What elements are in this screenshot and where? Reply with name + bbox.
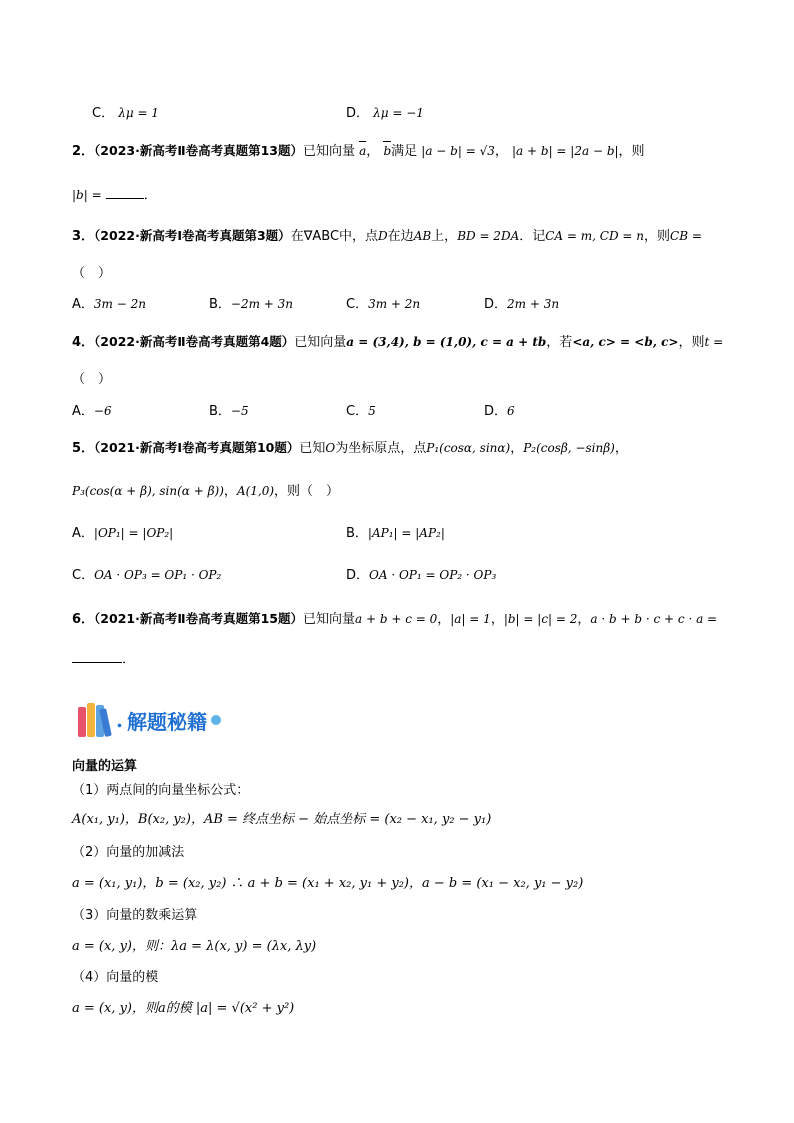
option-expr: 3m + 2n: [368, 297, 421, 311]
answer-prompt: CB =: [670, 229, 702, 243]
question-2: [72, 140, 794, 159]
q1-option-d[interactable]: [346, 102, 424, 121]
question-source: （2023·新高考Ⅱ卷高考真题第13题）: [94, 143, 303, 158]
segment-ab: AB: [413, 229, 432, 243]
item-4-title: [72, 966, 794, 985]
option-label: C．: [92, 106, 115, 121]
question-source: （2021·新高考Ⅰ卷高考真题第10题）: [94, 440, 300, 455]
option-label: B．: [346, 526, 368, 541]
section-title-text: 解题秘籍: [126, 709, 207, 734]
point-a: A(1,0): [236, 484, 275, 498]
q4-option-b[interactable]: [209, 400, 249, 419]
point-o: O: [325, 441, 336, 455]
separator: ，: [510, 441, 524, 456]
q5-option-d[interactable]: [346, 564, 496, 583]
question-stem: 已知向量: [302, 612, 355, 627]
item-2-body: [72, 872, 794, 891]
item-title: （4）向量的模: [72, 970, 159, 985]
question-source: （2022·新高考Ⅰ卷高考真题第3题）: [94, 228, 291, 243]
question-6: [72, 608, 794, 627]
vector-a: a: [359, 144, 367, 158]
question-6-answer: [72, 648, 794, 667]
question-5-cont: [72, 480, 794, 499]
condition-2: |a + b| = |2a − b|: [512, 144, 619, 158]
option-label: A．: [72, 526, 94, 541]
period: ．: [122, 652, 136, 667]
item-title: （3）向量的数乘运算: [72, 908, 198, 923]
question-number: 2．: [72, 144, 95, 159]
answer-blank[interactable]: [106, 188, 144, 199]
answer-prompt: a · b + b · c + c · a =: [590, 612, 718, 626]
question-3-paren: [72, 262, 794, 281]
question-source: （2022·新高考Ⅱ卷高考真题第4题）: [94, 334, 295, 349]
answer-paren: （ ）: [72, 266, 112, 281]
question-number: 3．: [72, 229, 95, 244]
question-number: 4．: [72, 335, 95, 350]
option-label: B．: [209, 404, 231, 419]
option-label: D．: [346, 106, 370, 121]
answer-paren: （ ）: [72, 372, 112, 387]
question-5: [72, 437, 794, 456]
question-4: [72, 331, 794, 350]
option-expr: 6: [507, 404, 515, 418]
option-expr: |OP₁| = |OP₂|: [93, 526, 174, 540]
option-expr: 5: [368, 404, 376, 418]
option-expr: −5: [230, 404, 249, 418]
separator: ，: [437, 612, 451, 627]
question-number: 6．: [72, 612, 95, 627]
option-label: D．: [484, 297, 508, 312]
item-body: a = (x₁, y₁)，b = (x₂, y₂) ∴ a + b = (x₁ + x₂, y₁ + y₂)，a − b = (x₁ − x₂, y₁ − y₂): [72, 876, 584, 891]
question-4-paren: [72, 368, 794, 387]
decorative-dot-icon: [211, 715, 221, 725]
option-expr: |AP₁| = |AP₂|: [367, 526, 445, 540]
point-p3: P₃(cos(α + β), sin(α + β)): [72, 484, 224, 498]
q3-option-d[interactable]: [484, 293, 559, 312]
q5-option-c[interactable]: [72, 564, 221, 583]
option-expr: λμ = 1: [118, 106, 159, 120]
question-stem: ，则: [618, 144, 645, 159]
question-stem: ，则: [644, 229, 671, 244]
question-stem: 满足: [391, 144, 418, 159]
condition-2: |a| = 1: [450, 612, 491, 626]
q5-option-a[interactable]: [72, 522, 173, 541]
heading-text: 向量的运算: [72, 759, 138, 774]
condition: a = (3,4), b = (1,0), c = a + tb: [346, 335, 547, 349]
option-label: B．: [209, 297, 231, 312]
answer-prompt: |b| =: [72, 188, 102, 202]
item-title: （2）向量的加减法: [72, 845, 185, 860]
question-stem: ，则（ ）: [274, 484, 340, 499]
separator: ，: [366, 144, 380, 159]
q1-option-c[interactable]: [92, 102, 159, 121]
q4-option-a[interactable]: [72, 400, 112, 419]
option-label: C．: [72, 568, 95, 583]
separator: ，: [577, 612, 591, 627]
answer-prompt: t =: [704, 335, 724, 349]
option-label: C．: [346, 297, 369, 312]
question-stem: 已知向量: [294, 335, 347, 350]
question-number: 5．: [72, 441, 95, 456]
section-title: [78, 700, 221, 740]
question-stem: ，则: [678, 335, 705, 350]
q5-option-b[interactable]: [346, 522, 445, 541]
item-1-title: [72, 779, 794, 798]
item-body: a = (x, y)，则a的模 |a| = √(x² + y²): [72, 1001, 295, 1016]
option-expr: OA · OP₁ = OP₂ · OP₃: [369, 568, 497, 582]
question-stem: 为坐标原点，点: [335, 441, 427, 456]
option-label: A．: [72, 297, 94, 312]
option-expr: −6: [93, 404, 112, 418]
option-expr: 3m − 2n: [93, 297, 146, 311]
item-body: a = (x, y)，则：λa = λ(x, y) = (λx, λy): [72, 939, 317, 954]
q4-option-c[interactable]: [346, 400, 376, 419]
question-stem: 在边: [387, 229, 414, 244]
item-title: （1）两点间的向量坐标公式：: [72, 783, 250, 798]
separator: ，: [490, 612, 504, 627]
section-heading: [72, 755, 794, 774]
period: ．: [143, 188, 157, 203]
point-d: D: [378, 229, 388, 243]
books-icon: [78, 703, 114, 737]
answer-blank[interactable]: [72, 652, 122, 663]
option-label: C．: [346, 404, 369, 419]
question-stem: 上，: [431, 229, 458, 244]
q3-option-b[interactable]: [209, 293, 293, 312]
option-label: D．: [346, 568, 370, 583]
option-label: A．: [72, 404, 94, 419]
q4-option-d[interactable]: [484, 400, 515, 419]
q3-option-a[interactable]: [72, 293, 146, 312]
option-expr: OA · OP₃ = OP₁ · OP₂: [94, 568, 222, 582]
point-p2: P₂(cosβ, −sinβ): [523, 441, 615, 455]
angle-condition: <a, c> = <b, c>: [572, 335, 679, 349]
option-expr: 2m + 3n: [507, 297, 560, 311]
condition: BD = 2DA: [457, 229, 520, 243]
question-stem: 在∇ABC中，点: [290, 229, 379, 244]
option-label: D．: [484, 404, 508, 419]
q3-option-c[interactable]: [346, 293, 420, 312]
question-stem: 已知向量: [302, 144, 355, 159]
condition-1: a + b + c = 0: [354, 612, 438, 626]
option-expr: λμ = −1: [373, 106, 424, 120]
condition-3: |b| = |c| = 2: [503, 612, 578, 626]
item-2-title: [72, 841, 794, 860]
option-expr: −2m + 3n: [230, 297, 294, 311]
question-stem: ，若: [546, 335, 573, 350]
question-source: （2021·新高考Ⅱ卷高考真题第15题）: [94, 611, 303, 626]
question-3: [72, 225, 794, 244]
separator: ，: [223, 484, 237, 499]
separator: ，: [614, 441, 628, 456]
item-3-title: [72, 904, 794, 923]
point-p1: P₁(cosα, sinα): [426, 441, 511, 455]
item-4-body: [72, 997, 794, 1016]
condition-1: |a − b| = √3: [421, 144, 495, 158]
question-2-answer: [72, 184, 794, 203]
question-stem: 已知: [299, 441, 326, 456]
separator: ，: [494, 144, 508, 159]
dot-glyph: .: [116, 708, 123, 732]
question-stem: ．记: [519, 229, 546, 244]
vector-b: b: [383, 144, 392, 158]
item-3-body: [72, 935, 794, 954]
item-body: A(x₁, y₁)，B(x₂, y₂)，AB = 终点坐标 − 始点坐标 = (x₂ − x₁, y₂ − y₁): [72, 812, 492, 827]
definition: CA = m, CD = n: [545, 229, 645, 243]
item-1-body: [72, 808, 794, 827]
